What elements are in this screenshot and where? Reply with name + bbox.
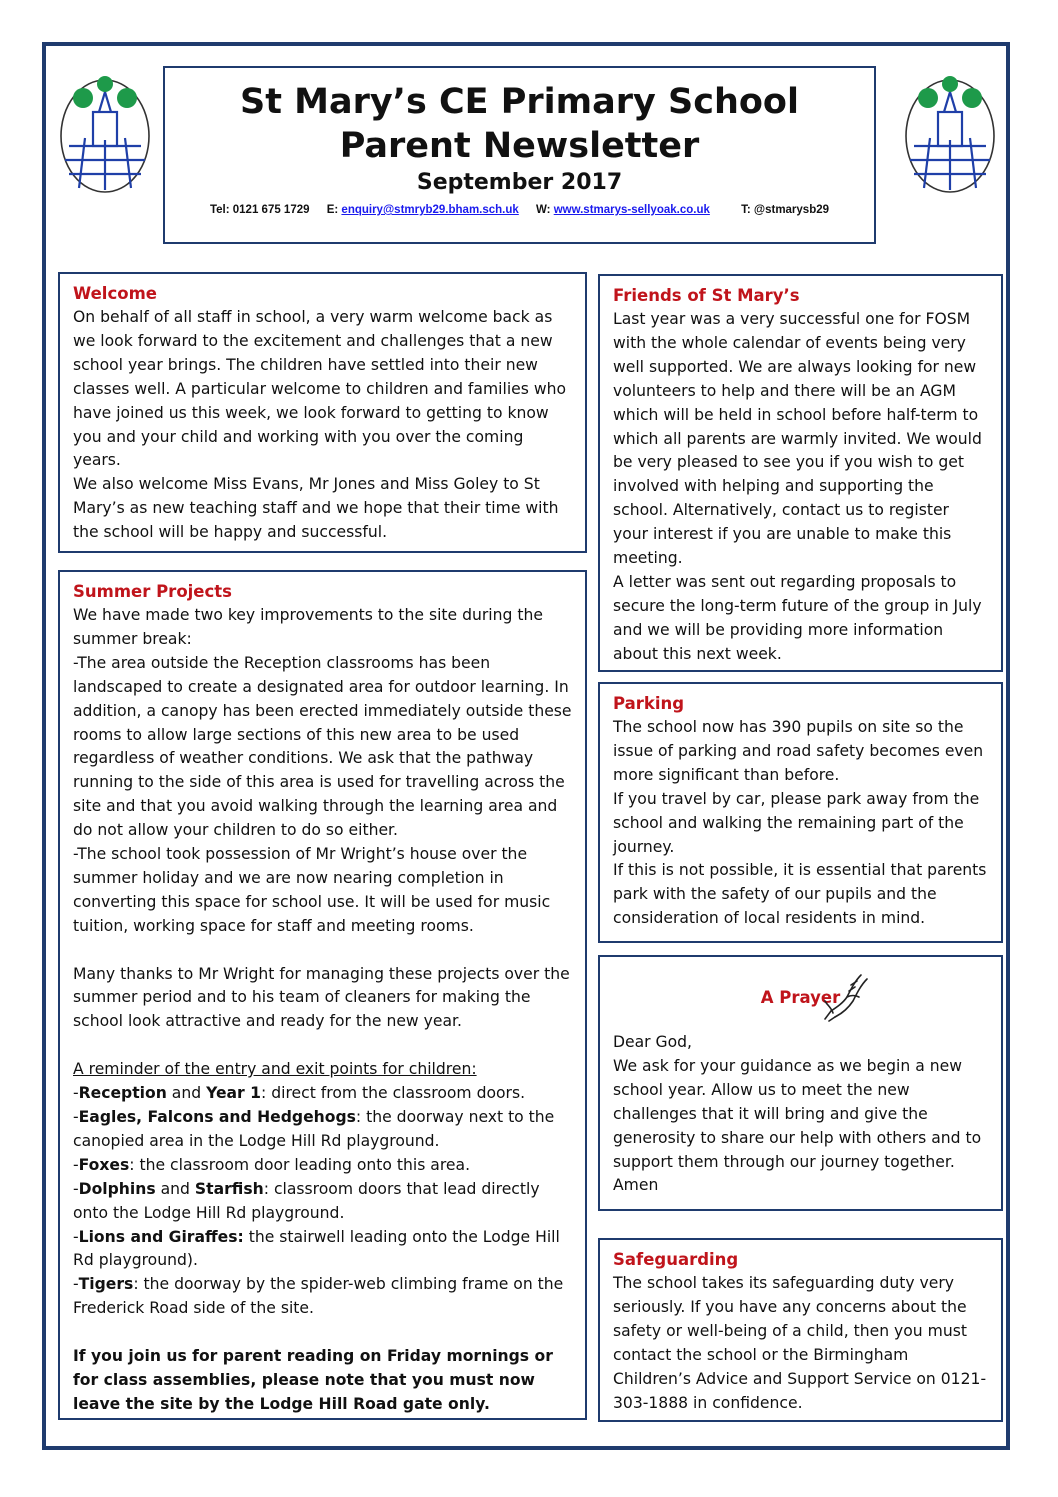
entry-prefix: -: [73, 1084, 79, 1103]
entry-bold: Foxes: [78, 1155, 130, 1174]
summer-projects-section: [58, 570, 587, 1420]
twitter-handle: @stmarysb29: [753, 204, 830, 216]
welcome-heading: Welcome: [73, 284, 157, 303]
friends-section: [598, 274, 1003, 672]
entry-bold: Lions and Giraffes:: [78, 1227, 244, 1246]
welcome-paragraph-2: We also welcome Miss Evans, Mr Jones and Miss Goley to St Mary’s as new teaching staff and we hope that their time with the school will be happy and successful.: [73, 475, 559, 542]
parking-paragraph-3: If this is not possible, it is essential that parents park with the safety of our pupils and the consideration of local residents in mind.: [613, 861, 987, 928]
prayer-body: We ask for your guidance as we begin a new school year. Allow us to meet the new challenges that it will bring and give the generosity to share our help with others and to support them through our journey together.: [613, 1056, 982, 1171]
entry-bold: Eagles, Falcons and Hedgehogs: [78, 1108, 356, 1126]
summer-projects-heading: Summer Projects: [73, 582, 232, 601]
safeguarding-body: The school takes its safeguarding duty very seriously. If you have any concerns about the safety or well-being of a child, then you must contact the school or the Birmingham Children’s Advice and Support Service on 0121-303-1888 in confidence.: [613, 1274, 987, 1412]
twitter-label: T:: [741, 204, 751, 216]
prayer-heading: A Prayer: [760, 988, 841, 1007]
friends-heading: Friends of St Mary’s: [613, 286, 800, 305]
website-link[interactable]: www.stmarys-sellyoak.co.uk: [553, 204, 710, 216]
parking-heading: Parking: [613, 694, 685, 713]
entry-point-item: [73, 1082, 572, 1106]
entry-rest: : classroom doors that lead directly onto the Lodge Hill Rd playground.: [73, 1179, 540, 1222]
welcome-section: [58, 272, 587, 553]
school-logo-right: [900, 68, 1000, 198]
entry-prefix: -: [73, 1179, 79, 1198]
prayer-salutation: Dear God,: [613, 1033, 693, 1051]
tel-number: 0121 675 1729: [232, 204, 310, 216]
newsletter-header: [163, 66, 876, 244]
welcome-paragraph-1: On behalf of all staff in school, a very warm welcome back as we look forward to the excitement and challenges that a new school year brings. The children have settled into their new classes well. A particular welcome to children and families who have joined us this week, we look forward to getting to know you and your child and working with you over the coming years.: [73, 308, 567, 470]
parking-paragraph-1: The school now has 390 pupils on site so the issue of parking and road safety becomes even more significant than before.: [613, 718, 984, 784]
contact-line: [165, 204, 874, 216]
newsletter-title: Parent Newsletter: [339, 126, 700, 166]
parking-paragraph-2: If you travel by car, please park away from the school and walking the remaining part of the journey.: [613, 789, 980, 856]
entry-point-item: [73, 1178, 572, 1226]
entry-mid: and: [166, 1084, 207, 1103]
entry-bold2: Year 1: [206, 1084, 262, 1103]
entry-mid: and: [155, 1179, 195, 1198]
tel-label: Tel:: [209, 204, 230, 216]
friends-paragraph-1: Last year was a very successful one for FOSM with the whole calendar of events being very well supported. We are always looking for new volunteers to help and there will be an AGM which will be held in school before half-term to which all parents are warmly invited. We would be very pleased to see you if you wish to get involved with helping and supporting the school. Alternatively, contact us to register your interest if you are unable to make this meeting.: [613, 310, 982, 568]
praying-hands-icon: [821, 971, 875, 1023]
entry-points-list: [73, 1082, 572, 1321]
entry-bold: Reception: [78, 1084, 167, 1103]
entry-bold2: Starfish: [194, 1179, 264, 1198]
entry-rest: : the doorway next to the canopied area in the Lodge Hill Rd playground.: [73, 1108, 555, 1150]
email-link[interactable]: enquiry@stmryb29.bham.sch.uk: [341, 204, 519, 216]
entry-point-item: [73, 1106, 572, 1154]
prayer-header: [613, 977, 988, 1019]
entry-prefix: -: [73, 1275, 79, 1294]
prayer-section: [598, 955, 1003, 1211]
friends-paragraph-2: A letter was sent out regarding proposals to secure the long-term future of the group in July and we will be providing more information about this next week.: [613, 572, 982, 663]
summer-projects-intro: We have made two key improvements to the site during the summer break:: [73, 606, 543, 648]
entry-point-item: [73, 1273, 572, 1321]
school-name: St Mary’s CE Primary School: [240, 82, 799, 122]
entry-rest: the stairwell leading onto the Lodge Hill Rd playground).: [73, 1227, 560, 1270]
reminder-heading: A reminder of the entry and exit points for children:: [73, 1060, 477, 1079]
prayer-amen: Amen: [613, 1176, 659, 1195]
web-label: W:: [536, 204, 551, 216]
entry-prefix: -: [73, 1155, 79, 1174]
summer-projects-thanks: Many thanks to Mr Wright for managing these projects over the summer period and to his team of cleaners for making the school look attractive and ready for the new year.: [73, 964, 570, 1031]
email-label: E:: [326, 204, 339, 216]
entry-rest: : the doorway by the spider-web climbing frame on the Frederick Road side of the site.: [73, 1275, 564, 1318]
entry-prefix: -: [73, 1108, 79, 1126]
entry-bold: Dolphins: [78, 1179, 156, 1198]
entry-point-item: [73, 1154, 572, 1178]
entry-prefix: -: [73, 1227, 79, 1246]
newsletter-date: September 2017: [416, 170, 623, 195]
summer-projects-item-1: -The area outside the Reception classrooms has been landscaped to create a designated area for outdoor learning. In addition, a canopy has been erected immediately outside these rooms to allow large sections of this new area to be used regardless of weather conditions. We ask that the pathway running to the side of this area is used for travelling across the site and that you avoid walking through the learning area and do not allow your children to do so either.: [73, 653, 572, 840]
entry-rest: : direct from the classroom doors.: [261, 1084, 526, 1103]
entry-bold: Tigers: [78, 1275, 134, 1294]
entry-point-item: [73, 1226, 572, 1274]
summer-projects-closing: If you join us for parent reading on Friday mornings or for class assemblies, please note that you must now leave the site by the Lodge Hill Road gate only.: [73, 1347, 553, 1413]
school-logo-left: [55, 68, 155, 198]
parking-section: [598, 682, 1003, 943]
safeguarding-section: [598, 1238, 1003, 1422]
entry-rest: : the classroom door leading onto this area.: [129, 1155, 471, 1174]
summer-projects-item-2: -The school took possession of Mr Wright’s house over the summer holiday and we are now nearing completion in converting this space for school use. It will be used for music tuition, working space for staff and meeting rooms.: [73, 845, 551, 935]
safeguarding-heading: Safeguarding: [613, 1250, 739, 1269]
